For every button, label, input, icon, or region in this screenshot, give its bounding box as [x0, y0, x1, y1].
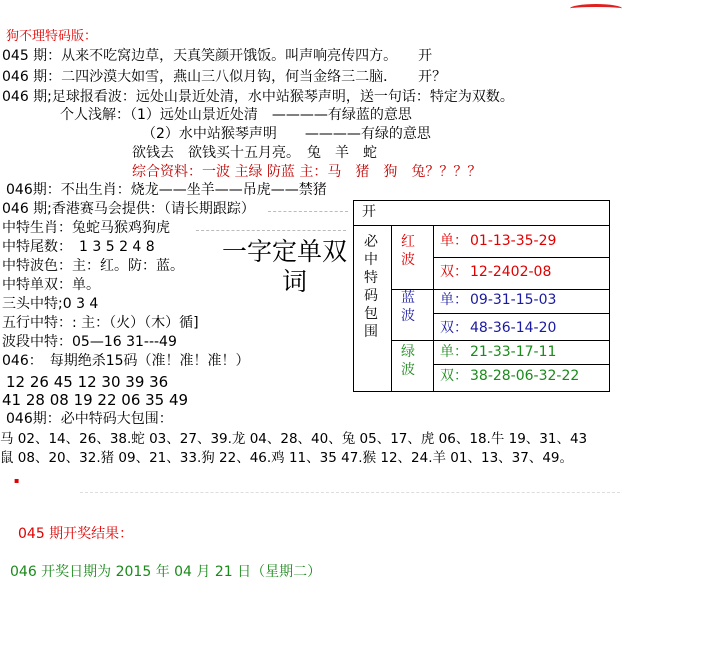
text-line-zodiac: 中特生肖：兔蛇马猴鸡狗虎: [2, 220, 170, 236]
row-label: 单：: [440, 344, 468, 360]
page-title: 狗不理特码版：: [6, 29, 98, 44]
red-even-numbers: 12-2402-08: [470, 264, 552, 280]
result-title: 045 期开奖结果：: [18, 526, 134, 542]
text-line-jockey-club: 046 期;香港赛马会提供：（请长期跟踪）: [2, 201, 255, 217]
table-divider: [433, 257, 609, 258]
text-line-045: 045 期：从来不吃窝边草，天真笑颜开饿饭。叫声响亮传四方。 开: [2, 48, 433, 64]
top-decoration: [570, 4, 622, 13]
row-label: 双：: [440, 264, 468, 280]
text-line-tail-digits: 中特尾数： 1 3 5 2 4 8: [2, 239, 155, 255]
table-divider: [391, 225, 392, 391]
blue-even-numbers: 48-36-14-20: [470, 320, 557, 336]
text-line-surround: 046期：必中特码大包围：: [6, 411, 173, 427]
text-line-money: 欲钱去 欲钱买十五月亮。 兔 羊 蛇: [132, 145, 377, 161]
table-divider: [433, 313, 609, 314]
text-line-interpretation-2: （2）水中站猴琴声明 ————有绿的意思: [142, 126, 431, 142]
number-row-2: 41 28 08 19 22 06 35 49: [2, 391, 189, 409]
text-line-046-poem: 046 期：二四沙漠大如雪，燕山三八似月钩，何当金络三二脑． 开？: [2, 69, 447, 85]
green-even-numbers: 38-28-06-32-22: [470, 368, 580, 384]
table-side-label: 必中特码包围: [364, 234, 378, 340]
group-red-wave: 红波: [401, 234, 415, 268]
row-label: 单：: [440, 292, 468, 308]
text-line-excluded-zodiac: 046期：不出生肖：烧龙——坐羊——吊虎——禁猪: [6, 182, 327, 198]
table-divider: [391, 340, 609, 341]
table-divider: [391, 289, 609, 290]
number-table: [353, 200, 610, 392]
surround-row-2: 鼠 08、20、32.猪 09、21、33.狗 22、46.鸡 11、35 47.猴 12、24.羊 01、13、37、49。: [0, 450, 574, 466]
big-title-line-2: 词: [282, 267, 308, 296]
text-line-heads: 三头中特;0 3 4: [2, 296, 99, 312]
small-mark: ▪: [14, 476, 20, 485]
dashed-line: [80, 492, 620, 493]
text-line-interpretation-1: 个人浅解：（1）远处山景近处清 ————有绿蓝的意思: [60, 107, 412, 123]
text-line-summary: 综合资料：一波 主绿 防蓝 主：马 猪 狗 兔？？？？: [132, 164, 482, 180]
text-line-046-football: 046 期;足球报看波：远处山景近处清，水中站猴琴声明，送一句话：特定为双数。: [2, 89, 514, 105]
group-green-wave: 绿波: [401, 344, 415, 378]
row-label: 双：: [440, 368, 468, 384]
surround-row-1: 马 02、14、26、38.蛇 03、27、39.龙 04、28、40、兔 05、17、虎 06、18.牛 19、31、43: [0, 431, 588, 447]
group-blue-wave: 蓝波: [401, 290, 415, 324]
text-line-wave-color: 中特波色：主：红。防：蓝。: [2, 258, 184, 274]
dashed-line: [196, 230, 346, 231]
text-line-kill: 046： 每期绝杀15码（准！准！准！）: [2, 353, 250, 369]
red-odd-numbers: 01-13-35-29: [470, 233, 557, 249]
table-header: 开: [362, 204, 376, 220]
table-divider: [433, 225, 434, 391]
row-label: 单：: [440, 233, 468, 249]
table-divider: [354, 225, 609, 226]
table-divider: [433, 364, 609, 365]
text-line-five-elements: 五行中特：: 主：（火）（木）循]: [2, 315, 199, 331]
text-line-odd-even: 中特单双：单。: [2, 277, 100, 293]
row-label: 双：: [440, 320, 468, 336]
dashed-line: [268, 211, 348, 212]
green-odd-numbers: 21-33-17-11: [470, 344, 557, 360]
blue-odd-numbers: 09-31-15-03: [470, 292, 557, 308]
big-title-line-1: 一字定单双: [222, 237, 348, 266]
text-line-band: 波段中特：05—16 31---49: [2, 334, 177, 350]
draw-date: 046 开奖日期为 2015 年 04 月 21 日（星期二）: [10, 564, 322, 580]
number-row-1: 12 26 45 12 30 39 36: [6, 373, 169, 391]
